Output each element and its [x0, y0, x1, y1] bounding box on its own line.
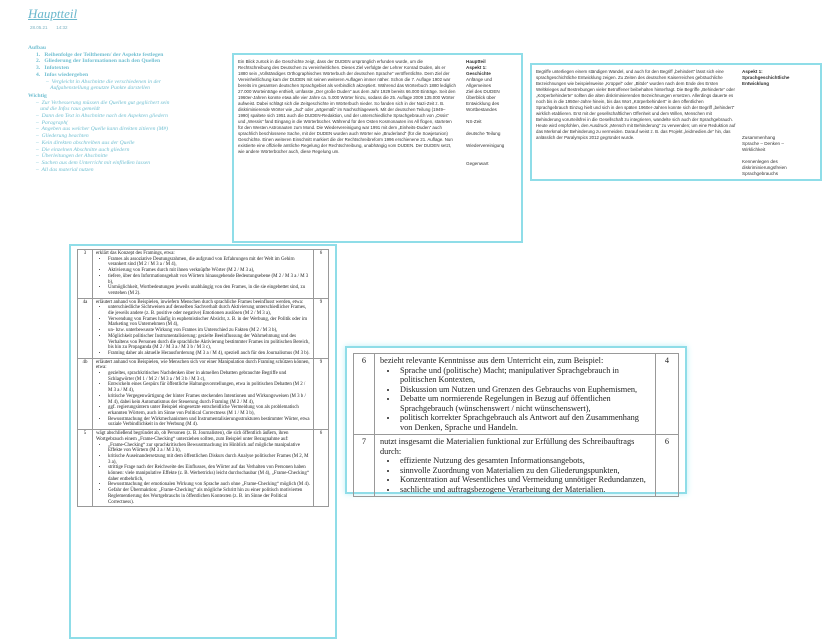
- margin-note: Aspekt 1:: [466, 65, 487, 70]
- criterion-item: • Sprache und (politische) Macht; manipulativer Sprachgebrauch in politischen Kontexten,: [398, 366, 650, 385]
- criterion-item: • sinnvolle Zuordnung von Materialien zu den Gliederungspunkten,: [398, 466, 650, 476]
- criterion-items: [380, 366, 650, 433]
- criterion-text: [375, 435, 656, 497]
- margin-note: Entwicklung: [742, 81, 770, 86]
- outline-line: Aufbau: [28, 45, 47, 51]
- outline-line: – Angeben aus welcher Quelle kann direkten zitieren (M#): [36, 126, 168, 133]
- criterion-item: • unterschiedliche Sichtweisen auf denselben Sachverhalt durch Aktivierung unterschiedlicher Frames, die jeweils andere (z. B. positive oder negative) Emotionen auslösen (M 2 / M 3 a),: [108, 305, 310, 316]
- criterion-item: • sachliche und auftragsbezogene Verarbeitung der Materialien.: [398, 485, 650, 495]
- date: 28.05.21: [30, 25, 48, 30]
- criterion-text: [375, 354, 656, 435]
- criterion-number: 3: [78, 250, 93, 299]
- criterion-item: • kritische Vergegenwärtigung der hinter Frames steckenden Intentionen und Wirkungsweisen (M 3 b / M 4), dabei kein Automatismus der Steuerung durch Framing (M 2 / M 4),: [108, 394, 310, 405]
- criterion-points: 6: [314, 430, 329, 507]
- criterion-item: • kritische Auseinandersetzung mit dem öffentlichen Diskurs durch Analyse politischer Frames (M 2, M 3 a),: [108, 454, 310, 465]
- outline-line: – Sachen aus dem Unterricht mit einfließen lassen: [36, 159, 151, 166]
- criterion-item: • effiziente Nutzung des gesamten Informationsangebots,: [398, 456, 650, 466]
- criterion-points: 6: [314, 250, 329, 299]
- rubric-row: [78, 430, 329, 507]
- margin-note: Sprachgebrauchs: [742, 171, 779, 176]
- margin-note: NS-Zeit: [466, 119, 482, 124]
- margin-note: Sprachgeschichtliche: [742, 75, 790, 80]
- criterion-text: [93, 430, 314, 507]
- margin-note: Sprache – Denken –: [742, 141, 784, 146]
- outline-line: – Kein direkten abschreiben aus der Quelle: [36, 139, 135, 146]
- outline-line: – Die einzelnen Abschnitte auch gliedern: [36, 146, 130, 153]
- criterion-items: [96, 257, 310, 297]
- outline-line: – Dann den Text in Abschnitte nach den Aspekten gliedern: [36, 113, 168, 120]
- rubric-box-left: [69, 244, 337, 639]
- outline-line: 3. Infotexten: [36, 65, 69, 72]
- margin-notes: [742, 69, 814, 177]
- margin-note: Geschichte: [466, 71, 491, 76]
- source-box-history: [232, 53, 523, 243]
- outline-line: – Zur Verbesserung müssen die Quellen gut geglichert sein: [36, 99, 170, 106]
- source-box-behindert: [530, 63, 822, 181]
- criterion-item: • un- bzw. unterbewusste Wirkung von Frames im Unterschied zu Fakten (M 2 / M 3 b),: [108, 328, 310, 334]
- margin-note: Zusammenhang: [742, 135, 776, 140]
- margin-note: Kennenlegen des: [742, 159, 778, 164]
- margin-note: Aspekt 1:: [742, 69, 763, 74]
- rubric-row: [354, 354, 679, 435]
- criterion-item: • politisch korrekter Sprachgebrauch als Antwort auf den Zusammenhang von Denken, Sprache und Handeln.: [398, 413, 650, 432]
- criterion-intro: nutzt insgesamt die Materialien funktional zur Erfüllung des Schreibauftrags durch:: [380, 437, 635, 456]
- criterion-items: [96, 371, 310, 428]
- criterion-item: • gezieltes, sprachkritisches Nachdenken über in aktuellen Debatten gebrauchte Begriffe und Schlagwörter (M 1 / M 2 / M 3 a / M 3 b / M 3 c),: [108, 371, 310, 382]
- margin-note: Anfänge und: [466, 77, 493, 82]
- margin-note: Allgemeines: [466, 83, 492, 88]
- criterion-item: • Frames als assoziative Deutungsrahmen, die aufgrund von Erfahrungen mit der Welt im Gehirn verankert sind (M 2 / M 3 a / M 4),: [108, 257, 310, 268]
- criterion-intro: erläutert anhand von Beispielen, inwiefern Menschen durch sprachliche Frames beeinflusst werden, etwa:: [96, 299, 304, 305]
- outline-line: – All das material nutzen: [36, 166, 94, 173]
- criterion-points: 6: [656, 435, 679, 497]
- criterion-item: • strittige Frage nach der Reichweite des Einflusses, den Wörter auf das Verhalten von Personen haben können: viele manipulative Effekte (z. B. Werbetricks) leicht durchschaubar (M 4), „Frame-Checking“ daher entbehrlich,: [108, 465, 310, 482]
- outline-line: 4. Infos wiedergeben: [36, 71, 89, 78]
- criterion-item: • ggf. regierungsintern unter Beispiel eingesetzte entscheidliche Vermeidung von als problematisch erkannten Wörtern, auch im Sinne von Political Correctness (M 1 / M 3 b),: [108, 405, 310, 416]
- criterion-number: 6: [354, 354, 375, 435]
- outline-line: Wichtig: [28, 92, 47, 99]
- criterion-intro: bezieht relevante Kenntnisse aus dem Unterricht ein, zum Beispiel:: [380, 356, 604, 365]
- criterion-text: [93, 358, 314, 429]
- outline-line: und die Infos raus gemeldt: [36, 106, 100, 113]
- margin-note: Hauptteil: [466, 59, 486, 64]
- criterion-item: • Debatte um normierende Regelungen in Bezug auf öffentlichen Sprachgebrauch (wünschenswert / nicht wünschenswert),: [398, 394, 650, 413]
- time: 14:32: [56, 25, 68, 30]
- criterion-intro: erläutert anhand von Beispielen, wie Menschen sich vor einer Manipulation durch Framing schützen können, etwa:: [96, 359, 310, 371]
- criterion-item: • Framing daher als aktuelle Herausforderung (M 3 a / M 4), speziell auch für den Journalismus (M 3 b).: [108, 351, 310, 357]
- rubric-row: [78, 250, 329, 299]
- criterion-points: 4: [656, 354, 679, 435]
- criterion-item: • Bewusstmachung der emotionalen Wirkung von Sprache auch ohne „Frame-Checking“ möglich (M 4).: [108, 482, 310, 488]
- criterion-intro: wägt abschließend begründet ab, ob Personen (z. B. Journalisten), die sich öffentlich äußern, ihren Wortgebrauch einem „Frame-Checking“ unterziehen sollten, zum Beispiel unter Bezugnahme auf:: [96, 431, 289, 442]
- outline-line: – Vergleicht in Abschnitte die verschiedenen in der: [46, 78, 161, 85]
- criterion-item: • Verwendung von Frames häufig in euphemistischer Absicht, z. B. in der Werbung, der Politik oder im Marketing von Unternehmen (M 4),: [108, 317, 310, 328]
- margin-note: Wiedervereinigung: [466, 143, 505, 148]
- criterion-item: • Diskussion um Nutzen und Grenzen des Gebrauchs von Euphemismen,: [398, 385, 650, 395]
- rubric-table: [353, 353, 679, 497]
- criterion-number: 4a: [78, 298, 93, 358]
- date-line: [30, 25, 68, 30]
- rubric-table: [77, 249, 329, 507]
- outline-line: – Paragraph(: [36, 119, 69, 126]
- rubric-row: [78, 298, 329, 358]
- criterion-item: • Aktivierung von Frames durch mit ihnen verknüpfte Wörter (M 2 / M 3 a),: [108, 268, 310, 274]
- outline-line: – Gliederung beachten: [36, 133, 89, 140]
- outline-line: 1. Reihenfolge der Teilthemen/ der Aspekte festlegen: [36, 51, 164, 58]
- margin-note: diskriminierungsfreien: [742, 165, 787, 170]
- rubric-box-right: [345, 346, 687, 494]
- criterion-number: 4b: [78, 358, 93, 429]
- rubric-row: [354, 435, 679, 497]
- criterion-item: • Gefahr der Übermaktion: „Frame-Checking“ als mögliche Schritt hin zu einer politisch motivierten Reglementierung des Wortgebrauchs in öffentlichen Kontexten (z. B. im Sinne der Political Correctness).: [108, 488, 310, 505]
- criterion-text: [93, 298, 314, 358]
- outline-line: Aufgabenstellung genutzte Punkte darstellen: [46, 85, 150, 92]
- source-text: Ein Blick zurück in die Geschichte zeigt, dass der DUDEN ursprünglich erfunden wurde, um die Rechtschreibung des Deutschen zu vereinheitlichen. Dieses Ziel verfolgte der Lehrer Konrad Duden, als er 1880 sein „Vollständiges Orthographisches Wörterbuch der deutschen Sprache“ veröffentlichte. Dem Ziel der Vereinheitlichung kam der DUDEN mit seinen weiteren Auflagen immer näher. Schon die 7. Auflage 1902 war bereits im gesamten deutschen Sprachgebiet als verbindlich akzeptiert. Während das Wörterbuch 1880 lediglich 27.000 Worteinträge enthielt, umfasste „Der große Duden“ aus dem Jahr 1929 bereits 66.000 Einträge. Seit den 1960er-Jahren konnte etwa alle vier Jahre ca. 5.000 Wörter hinzu, sodass die 25. Auflage 2009 135.000 Wörter aufweist. Dabei schlägt sich die Zeitgeschichte im Wörterbuch nieder. So fanden sich in der Nazi-Zeit z. B. diskriminierende Wörter wie „Jud“ oder „artgemäß“ im Nachschlagewerk. Mit der deutschen Teilung (1949–1990) spaltete sich 1951 auch die DUDEN-Redaktion, und der unterschiedliche Sprachgebrauch von „Ossis“ und „Wessis“ fand Eingang in die Wörterbücher. Während für den Osten Kosmonauten ins All flogen, starteten für den Westen Astronauten zum Mond. Die Wiedervereinigung war 1991 mit dem „Einheits-Duden“ auch sprachlich beschlossene Sache, mit der DUDEN wurden auch Wörter wie „Bruderland“ (für die Sowjetunion) Geschichte. Einen weiteren Einschnitt markiert die der Rechtschreibreform 1996 erschienene 21. Auflage. Nun existierte eine offizielle amtliche Regelung der Rechtschreibung, unabhängig vom DUDEN. Der DUDEN setzt, wie andere Wörterbücher auch, diese Regelung um.: [238, 59, 456, 154]
- criterion-item: • Bewusstmachung der Wirkmechanismen und Instrumentalisierungsstrukturen bestimmter Wörter, etwa soziale Verbindlichkeit in der Werbung (M 4).: [108, 417, 310, 428]
- source-text: Begriffe unterliegen einem ständigen Wandel, und auch für den Begriff „behindert“ lässt sich eine sprachgeschichtliche Entwicklung zeigen. Zu Zeiten des deutschen Kaiserreiches gebräuchliche Bezeichnungen wie beispielsweise „Krüppel“ oder „Blöde“ wurden nach dem Ende des Ersten Weltkrieges auf Bestrebungen vieler Betroffener beibehalten hinterfragt. Die Begriffe „Behinderte“ oder „Körperbehinderte“ sollten die alten diskriminierenden Bezeichnungen ersetzen. Allerdings dauerte es noch bis in die 1950er-Jahre hinein, bis das Wort „Körperbehindert“ in den öffentlichen Sprachgebrauch Einzug hielt und sich in den späten 1960er-Jahren konnte sich der Begriff „behindert“ wirklich etablieren. Erst mit der gesellschaftlichen Offenheit und dem Willen, Menschen mit Behinderung vorurteilsfrei in die Gesellschaft zu integrieren, wandelte sich auch der Sprachgebrauch. Heute wird empfohlen, den Ausdruck „Mensch mit Behinderung“ zu verwenden; um eine Reduktion auf das Merkmal der Behinderung zu vermeiden. Darauf weist z. B. das Projekt „leidmedien.de“ hin, das anlässlich der Paralympics 2012 gegründet wurde.: [536, 69, 736, 140]
- outline-line: 2. Gliederung der Informationen nach den Quellen: [36, 58, 161, 65]
- criterion-intro: erklärt das Konzept des Framings, etwa:: [96, 251, 175, 256]
- criterion-items: [380, 456, 650, 494]
- criterion-item: • Unmöglichkeit, Wortbedeutungen jeweils unabhängig von den Frames, in die sie eingebettet sind, zu verstehen (M 2).: [108, 285, 310, 296]
- margin-note: Gegenwart: [466, 161, 489, 166]
- criterion-item: • Konzentration auf Wesentliches und Vermeidung unnötiger Redundanzen,: [398, 475, 650, 485]
- margin-note: deutsche Teilung: [466, 131, 501, 136]
- outline-notes: [28, 44, 226, 173]
- margin-note: Entwicklung des: [466, 101, 500, 106]
- margin-note: Ziel des DUDEN: [466, 89, 500, 94]
- outline-line: – Überleitungen der Abschnitte: [36, 153, 108, 160]
- page-title: Hauptteil: [28, 6, 78, 21]
- margin-note: Wirklichkeit: [742, 147, 766, 152]
- rubric-row: [78, 358, 329, 429]
- criterion-item: • tiefere, über den Informationsgehalt von Wörtern hinausgehende Bedeutungsebene (M 2 / M 3 a / M 3 b),: [108, 274, 310, 285]
- criterion-text: [93, 250, 314, 299]
- criterion-points: 9: [314, 358, 329, 429]
- criterion-items: [96, 305, 310, 356]
- criterion-number: 5: [78, 430, 93, 507]
- criterion-items: [96, 443, 310, 506]
- margin-notes: [466, 59, 521, 167]
- criterion-item: • Entwickeln eines Gespürs für öffentliche Haltungsvorstellungen, etwa in politischen Debatten (M 2 / M 3 a / M 4),: [108, 382, 310, 393]
- margin-note: Wortbestandes: [466, 107, 497, 112]
- criterion-number: 7: [354, 435, 375, 497]
- criterion-points: 9: [314, 298, 329, 358]
- criterion-item: • Möglichkeit politischer Instrumentalisierung: gezielte Beeinflussung der Wahrnehmung und des Verhaltens von Personen durch die sprachliche Aktivierung bestimmter Frames im politischen Bereich, bis hin zu Propaganda (M 2 / M 3 a / M 3 b / M 3 c),: [108, 334, 310, 351]
- margin-note: Überblick über: [466, 95, 496, 100]
- criterion-item: • „Frame-Checking“ zur sprachkritischen Bewusstmachung im Hinblick auf mögliche manipulative Effekte von Wörtern (M 3 a / M 3 b),: [108, 443, 310, 454]
